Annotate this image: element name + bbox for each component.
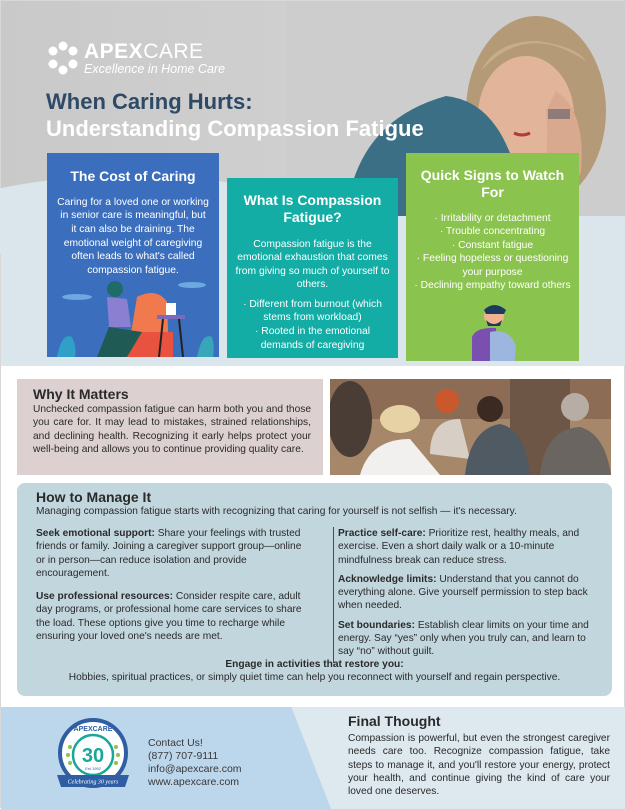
section-title: How to Manage It [36,489,152,505]
sad-man-hugging-knees-illustration [406,302,579,361]
svg-text:APEXCARE: APEXCARE [73,726,113,733]
card-bullet: · Different from burnout (which stems from workload) [243,298,382,324]
section-title: Final Thought [348,713,441,729]
tip-set-boundaries: Set boundaries: Establish clear limits on your time and energy. Say “yes” only when you truly can, and learn to say “no” without guilt. [338,619,589,657]
card-bullet: · Irritability or detachment [434,212,551,224]
tip-seek-support: Seek emotional support: Share your feelings with trusted friends or family. Joining a caregiver support group—online or in person—can reduce isolation and provide encouragement. [36,528,302,579]
contact-heading: Contact Us! [148,737,203,749]
anniversary-badge [53,717,133,797]
card-bullet: · Trouble concentrating [439,226,546,238]
column-divider [333,527,334,663]
svg-text:Est 1992: Est 1992 [85,766,101,771]
page-title-line2: Understanding Compassion Fatigue [46,116,424,141]
page-title-line1: When Caring Hurts: [46,89,253,114]
card-bullet: · Constant fatigue [451,239,534,251]
support-group-photo [330,379,611,475]
section-lead: Managing compassion fatigue starts with recognizing that caring for yourself is not selfish — it's necessary. [36,506,517,518]
card-bullet: · Rooted in the emotional demands of caregiving [254,326,371,351]
card-what-is-compassion-fatigue [227,178,398,358]
flower-hearts-icon [46,41,80,75]
svg-text:Celebrating 30 years: Celebrating 30 years [67,779,119,786]
brand-logo [46,41,225,76]
svg-text:30: 30 [81,745,105,767]
flyer-page [1,1,624,807]
contact-info [148,737,242,790]
card-bullet: · Feeling hopeless or questioning your purpose [416,253,569,278]
contact-email[interactable]: info@apexcare.com [148,763,242,776]
engage-activities: Engage in activities that restore you: Hobbies, spiritual practices, or simply quiet time can help you reconnect with yourself and regain perspective. [68,659,561,684]
section-body: Unchecked compassion fatigue can harm both you and those you care for. It may lead to mistakes, strained relationships, and declining health. Recognizing it early helps protect your well-being and allows you to continue providing quality care. [33,404,311,455]
card-title: What Is Compassion Fatigue? [243,192,382,225]
card-body: Compassion fatigue is the emotional exhaustion that comes from giving so much of yourself to others. [235,238,390,291]
card-quick-signs [406,153,579,361]
contact-phone[interactable]: (877) 707-9111 [148,750,219,763]
card-bullet: · Declining empathy toward others [414,280,571,292]
tip-acknowledge-limits: Acknowledge limits: Understand that you cannot do everything alone. Give yourself permission to step back when needed. [338,573,588,612]
how-to-manage-section [17,483,612,696]
card-cost-of-caring [47,153,219,357]
woman-sitting-in-chair-illustration [47,277,219,357]
brand-name: APEXCARE [84,40,204,63]
card-title: The Cost of Caring [70,168,196,184]
section-body: Compassion is powerful, but even the strongest caregiver needs care too. Recognize compassion fatigue, take steps to manage it, and you'll restore your energy, protect your health, and continue giving the kind of care your loved one deserves. [348,733,610,797]
contact-website[interactable]: www.apexcare.com [148,776,240,789]
why-it-matters-section [17,379,323,475]
final-thought-section [348,713,610,798]
tip-self-care: Practice self-care: Prioritize rest, healthy meals, and exercise. Even a short daily walk or a 10-minute mindfulness break can reduce stress. [338,528,580,566]
tip-professional-resources: Use professional resources: Consider respite care, adult day programs, or professional home care services to share the load. These options give you time to recharge while ensuring your loved one's needs are met. [36,591,302,642]
brand-tagline: Excellence in Home Care [84,62,226,76]
card-body: Caring for a loved one or working in senior care is meaningful, but it can also be draining. The emotional weight of caregiving often leads to what's called compassion fatigue. [57,196,209,276]
section-title: Why It Matters [33,386,129,402]
card-title: Quick Signs to Watch For [420,167,565,200]
